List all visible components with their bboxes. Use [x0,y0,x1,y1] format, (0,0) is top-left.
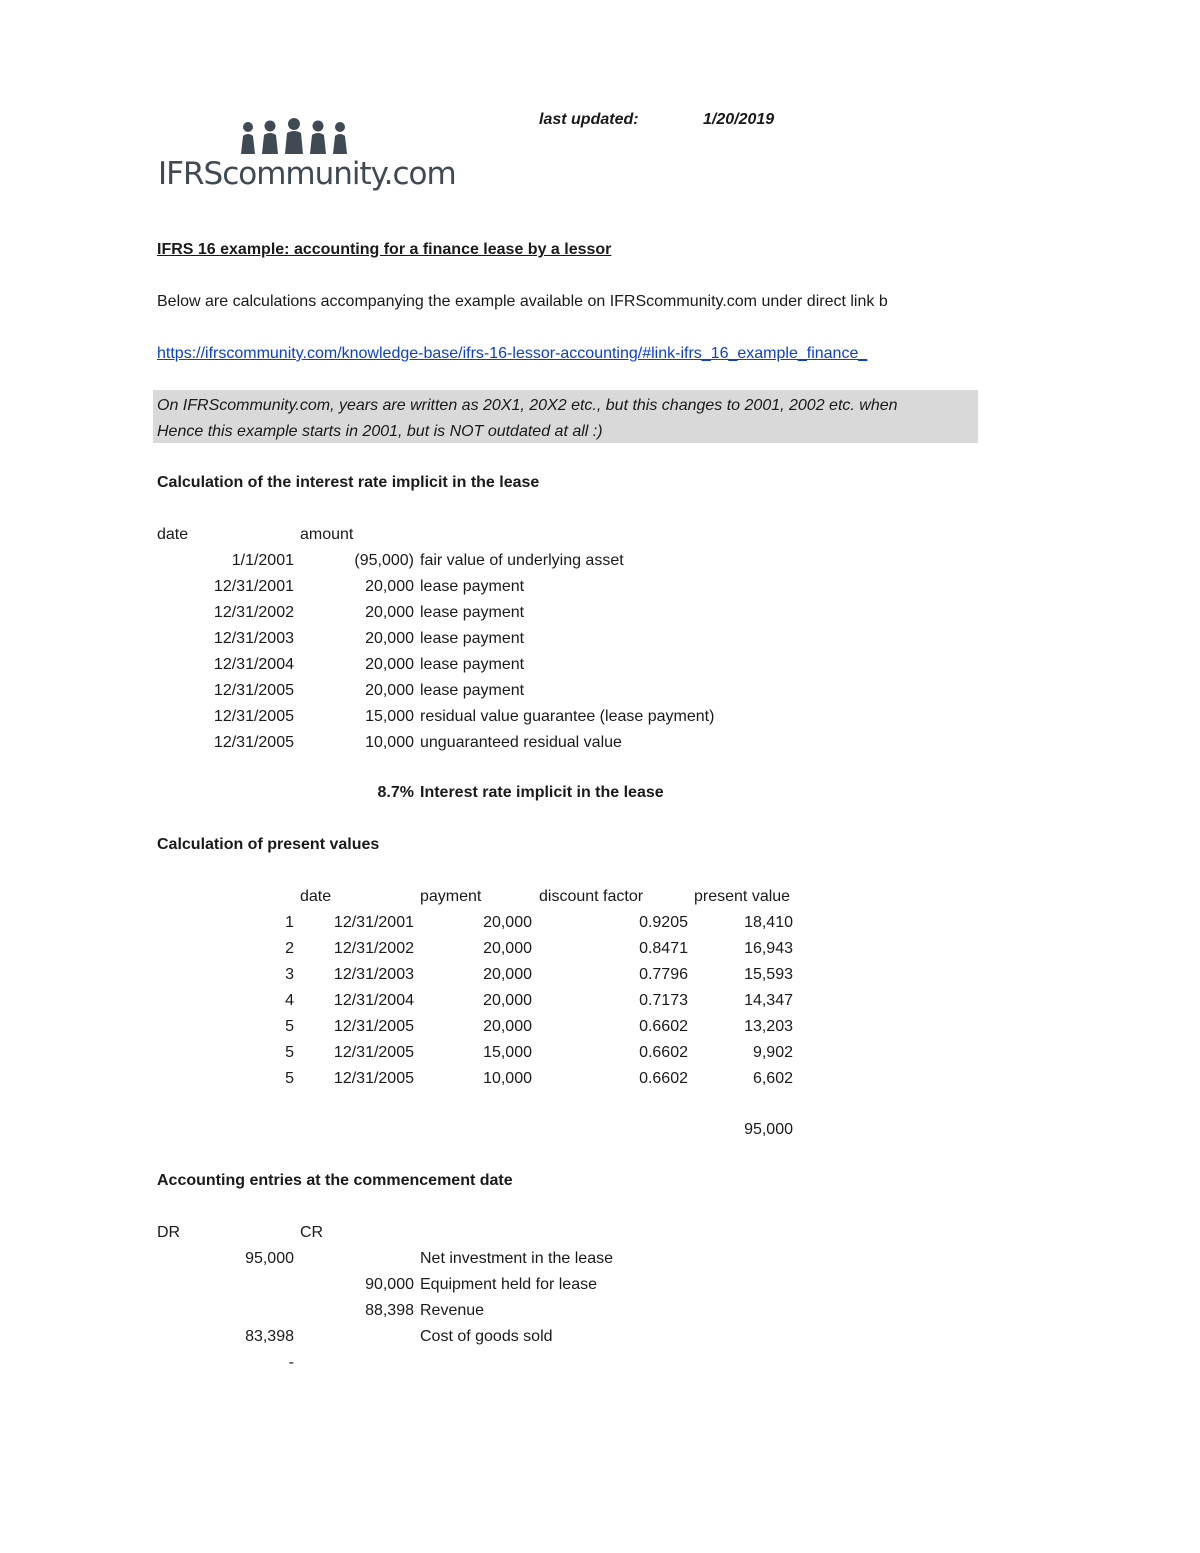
discount-factor: 0.9205 [639,914,688,931]
cashflow-description: lease payment [420,630,525,647]
cashflow-description: lease payment [420,656,525,673]
payment-date: 12/31/2002 [333,940,414,957]
section2-col-date: date [300,888,332,905]
period-number: 2 [285,940,294,957]
section3-col-dr: DR [157,1224,181,1241]
discount-factor: 0.6602 [639,1070,688,1087]
payment-amount: 15,000 [483,1044,532,1061]
balance-check: - [288,1354,294,1371]
payment-date: 12/31/2004 [333,992,414,1009]
payment-amount: 20,000 [483,966,532,983]
present-value: 13,203 [744,1018,793,1035]
present-value: 15,593 [744,966,793,983]
cashflow-amount: (95,000) [354,552,414,569]
rate-value: 8.7% [377,784,414,801]
last-updated-label: last updated: [539,111,639,128]
entry-credit: 88,398 [365,1302,414,1319]
section2-col-factor: discount factor [539,888,644,905]
logo-wordmark: IFRScommunity.com [158,156,456,192]
section2-col-payment: payment [420,888,482,905]
period-number: 1 [285,914,294,931]
payment-date: 12/31/2001 [333,914,414,931]
note-line-2: Hence this example starts in 2001, but is NOT outdated at all :) [157,423,603,440]
entry-credit: 90,000 [365,1276,414,1293]
intro-text: Below are calculations accompanying the example available on IFRScommunity.com under direct link b [157,293,888,310]
payment-date: 12/31/2003 [333,966,414,983]
present-value: 14,347 [744,992,793,1009]
cashflow-amount: 20,000 [365,656,414,673]
pv-total: 95,000 [744,1121,793,1138]
payment-amount: 20,000 [483,914,532,931]
cashflow-date: 12/31/2005 [213,708,294,725]
payment-amount: 20,000 [483,992,532,1009]
cashflow-amount: 15,000 [365,708,414,725]
cashflow-description: unguaranteed residual value [420,734,622,751]
present-value: 6,602 [752,1070,793,1087]
cashflow-description: fair value of underlying asset [420,552,624,569]
discount-factor: 0.7173 [639,992,688,1009]
discount-factor: 0.7796 [639,966,688,983]
section1-heading: Calculation of the interest rate implicit in the lease [157,474,540,491]
payment-date: 12/31/2005 [333,1018,414,1035]
people-group-icon [236,118,416,158]
cashflow-amount: 20,000 [365,578,414,595]
cashflow-date: 12/31/2005 [213,682,294,699]
cashflow-date: 12/31/2002 [213,604,294,621]
entry-account: Revenue [420,1302,485,1319]
discount-factor: 0.6602 [639,1044,688,1061]
cashflow-amount: 20,000 [365,682,414,699]
cashflow-date: 12/31/2004 [213,656,294,673]
present-value: 9,902 [752,1044,793,1061]
section2-heading: Calculation of present values [157,836,380,853]
cashflow-date: 12/31/2001 [213,578,294,595]
payment-amount: 20,000 [483,1018,532,1035]
cashflow-description: lease payment [420,682,525,699]
article-link[interactable]: https://ifrscommunity.com/knowledge-base/ifrs-16-lessor-accounting/#link-ifrs_16_example_finance_ [157,345,868,362]
payment-date: 12/31/2005 [333,1044,414,1061]
article-link-cell [157,344,979,364]
cashflow-amount: 20,000 [365,630,414,647]
entry-account: Net investment in the lease [420,1250,613,1267]
section2-col-pv: present value [694,888,791,905]
cashflow-description: lease payment [420,578,525,595]
present-value: 18,410 [744,914,793,931]
entry-account: Equipment held for lease [420,1276,597,1293]
period-number: 3 [285,966,294,983]
period-number: 5 [285,1018,294,1035]
payment-date: 12/31/2005 [333,1070,414,1087]
section1-col-date: date [157,526,189,543]
discount-factor: 0.6602 [639,1018,688,1035]
period-number: 4 [285,992,294,1009]
rate-label: Interest rate implicit in the lease [420,784,664,801]
cashflow-description: residual value guarantee (lease payment) [420,708,715,725]
payment-amount: 10,000 [483,1070,532,1087]
period-number: 5 [285,1044,294,1061]
section1-col-amount: amount [300,526,354,543]
discount-factor: 0.8471 [639,940,688,957]
page-title: IFRS 16 example: accounting for a finance lease by a lessor [157,241,612,258]
cashflow-amount: 10,000 [365,734,414,751]
entry-account: Cost of goods sold [420,1328,553,1345]
entry-debit: 83,398 [245,1328,294,1345]
ifrscommunity-logo [158,118,456,198]
section3-col-cr: CR [300,1224,324,1241]
period-number: 5 [285,1070,294,1087]
section3-heading: Accounting entries at the commencement date [157,1172,513,1189]
cashflow-amount: 20,000 [365,604,414,621]
cashflow-date: 12/31/2005 [213,734,294,751]
present-value: 16,943 [744,940,793,957]
cashflow-date: 1/1/2001 [231,552,294,569]
cashflow-date: 12/31/2003 [213,630,294,647]
cashflow-description: lease payment [420,604,525,621]
payment-amount: 20,000 [483,940,532,957]
entry-debit: 95,000 [245,1250,294,1267]
note-line-1: On IFRScommunity.com, years are written as 20X1, 20X2 etc., but this changes to 2001, 2002 etc. when [157,397,898,414]
last-updated-value: 1/20/2019 [703,111,775,128]
